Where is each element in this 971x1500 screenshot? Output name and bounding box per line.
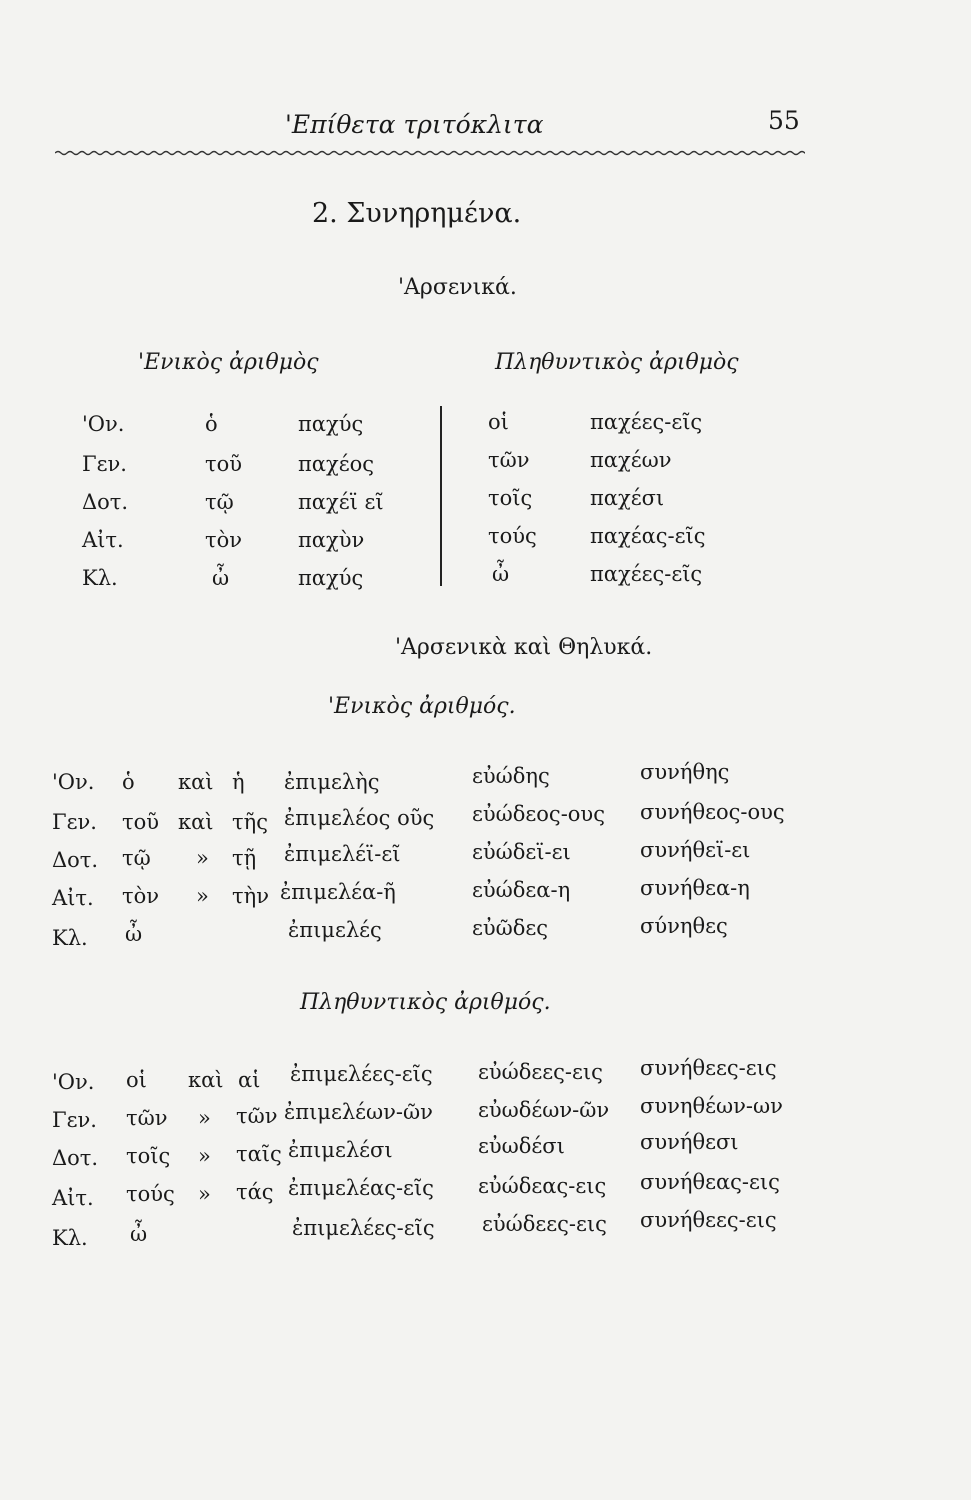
form: συνήθεες-εις [640,1056,777,1080]
article: τὸν [205,528,243,552]
page-number: 55 [768,106,800,135]
form: εὐώδεας-εις [478,1174,607,1198]
article: τάς [236,1180,274,1204]
running-header: 'Επίθετα τριτόκλιτα [285,110,544,139]
form: παχύς [298,412,364,436]
article: οἱ [126,1068,147,1092]
plural-form: παχέσι [590,486,665,510]
conjunction: » [198,1106,211,1130]
conjunction: καὶ [178,770,214,794]
masculine-heading: 'Αρσενικά. [398,275,517,300]
article: τῷ [205,490,234,514]
form: ἐπιμελὴς [284,770,380,794]
case-label: Κλ. [52,926,88,950]
form: εὐώδης [472,764,550,788]
article: ὁ [205,412,218,436]
conjunction: καὶ [188,1068,224,1092]
article: τῇ [232,846,257,870]
case-label: 'Ον. [52,1070,95,1094]
form: παχύς [298,566,364,590]
article: ὦ [130,1222,148,1246]
section-title: 2. Συνηρημένα. [312,198,522,229]
article: τὴν [232,884,269,908]
form: συνήθεες-εις [640,1208,777,1232]
form: ἐπιμελέες-εῖς [292,1216,435,1240]
article: τοῦ [205,452,243,476]
form: ἐπιμελέσι [288,1138,393,1162]
header-rule [55,145,805,161]
conjunction: » [196,884,209,908]
case-label: Γεν. [52,1108,97,1132]
case-label: Κλ. [52,1226,88,1250]
form: εὐώδεος-ους [472,802,605,826]
article: ταῖς [236,1142,282,1166]
plural-form: παχέες-εῖς [590,410,703,434]
case-label: Δοτ. [82,490,129,514]
case-label: 'Ον. [82,412,125,436]
plural-article: οἱ [488,410,509,434]
article: τῶν [236,1104,278,1128]
form: συνήθεσι [640,1130,739,1154]
article: ὦ [212,566,230,590]
form: παχὺν [298,528,365,552]
article: αἱ [238,1068,261,1092]
form: ἐπιμελέϊ-εῖ [284,842,401,866]
case-label: Γεν. [82,452,127,476]
article: τῆς [232,810,268,834]
article: τὸν [122,884,160,908]
case-label: Δοτ. [52,848,99,872]
article: ὁ [122,770,135,794]
case-label: Κλ. [82,566,118,590]
plural-article: τοῖς [488,486,533,510]
form: ἐπιμελέων-ῶν [284,1100,433,1124]
plural-article: τῶν [488,448,530,472]
case-label: Αἰτ. [82,528,124,552]
singular-heading: 'Ενικὸς ἀριθμὸς [138,350,319,375]
form: ἐπιμελέας-εῖς [288,1176,434,1200]
article: τῶν [126,1106,168,1130]
case-label: Γεν. [52,810,97,834]
form: συνήθεος-ους [640,800,785,824]
column-divider [440,406,442,586]
article: ὦ [125,922,143,946]
conjunction: καὶ [178,810,214,834]
article: ἡ [232,770,245,794]
form: εὐώδεες-εις [482,1212,607,1236]
form: εὐώδεες-εις [478,1060,603,1084]
article: τῷ [122,846,151,870]
form: εὐώδεϊ-ει [472,840,571,864]
plural-article: τούς [488,524,537,548]
conjunction: » [196,846,209,870]
form: ἐπιμελέα-ῆ [280,880,396,904]
masc-fem-heading: 'Αρσενικὰ καὶ Θηλυκά. [395,635,653,660]
form: σύνηθες [640,914,728,938]
plural-form: παχέες-εῖς [590,562,703,586]
case-label: Αἰτ. [52,1186,94,1210]
form: εὐῶδες [472,916,549,940]
form: παχέος [298,452,374,476]
form: ἐπιμελέες-εῖς [290,1062,433,1086]
form: εὐώδεα-η [472,878,571,902]
form: εὐωδέων-ῶν [478,1098,610,1122]
conjunction: » [198,1182,211,1206]
article: τούς [126,1182,175,1206]
form: συνήθεϊ-ει [640,838,751,862]
article: τοῦ [122,810,160,834]
form: παχέϊ εῖ [298,490,384,514]
mf-singular-heading: 'Ενικὸς ἀριθμός. [328,694,516,719]
plural-article: ὦ [492,562,510,586]
case-label: 'Ον. [52,770,95,794]
conjunction: » [198,1144,211,1168]
plural-form: παχέων [590,448,672,472]
form: εὐωδέσι [478,1134,565,1158]
case-label: Δοτ. [52,1146,99,1170]
plural-form: παχέας-εῖς [590,524,706,548]
article: τοῖς [126,1144,171,1168]
form: ἐπιμελές [288,918,382,942]
form: συνήθης [640,760,730,784]
plural-heading: Πληθυντικὸς ἀριθμὸς [495,350,739,375]
mf-plural-heading: Πληθυντικὸς ἀριθμός. [300,990,551,1015]
form: συνήθεα-η [640,876,750,900]
case-label: Αἰτ. [52,886,94,910]
form: συνήθεας-εις [640,1170,780,1194]
form: συνηθέων-ων [640,1094,783,1118]
form: ἐπιμελέος οῦς [284,806,435,830]
